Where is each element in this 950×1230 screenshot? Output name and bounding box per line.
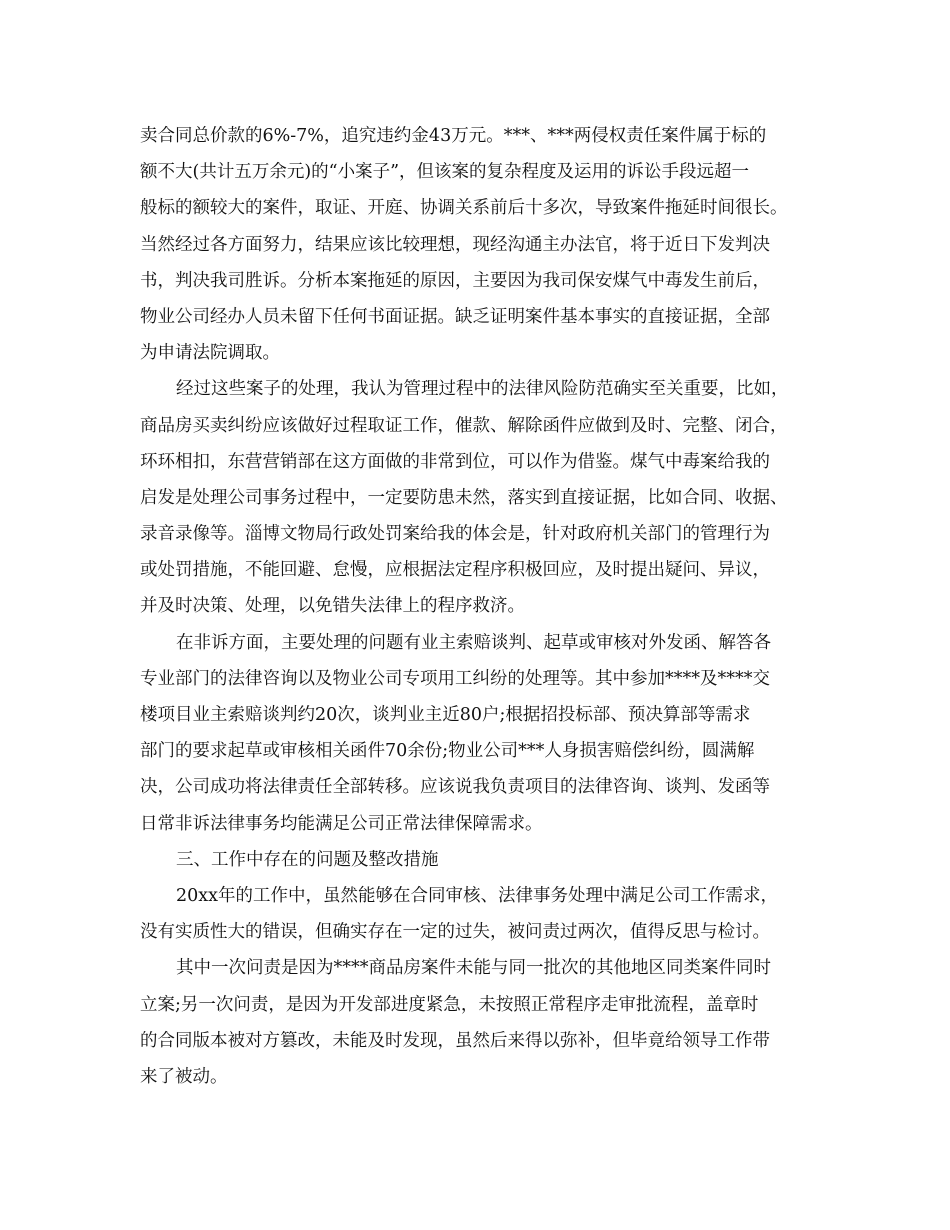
text-line: 卖合同总价款的6%-7%，追究违约金43万元。***、***两侵权责任案件属于标的 — [140, 126, 767, 146]
text-line: 为申请法院调取。 — [140, 343, 280, 364]
text-line: 日常非诉法律事务均能满足公司正常法律保障需求。 — [140, 813, 543, 834]
text-line: 或处罚措施，不能回避、怠慢，应根据法定程序积极回应，及时提出疑问、异议， — [140, 560, 770, 581]
paragraph-start-line: 其中一次问责是因为****商品房案件未能与同一批次的其他地区同类案件同时 — [176, 958, 771, 979]
text-line: 商品房买卖纠纷应该做好过程取证工作，催款、解除函件应做到及时、完整、闭合， — [140, 415, 788, 436]
text-line: 物业公司经办人员未留下任何书面证据。缺乏证明案件基本事实的直接证据，全部 — [140, 306, 770, 327]
text-line: 立案;另一次问责，是因为开发部进度紧急，未按照正常程序走审批流程，盖章时 — [140, 994, 759, 1015]
text-line: 没有实质性大的错误，但确实存在一定的过失，被问责过两次，值得反思与检讨。 — [140, 922, 770, 943]
text-line: 并及时决策、处理，以免错失法律上的程序救济。 — [140, 596, 525, 617]
paragraph-start-line: 经过这些案子的处理，我认为管理过程中的法律风险防范确实至关重要，比如， — [176, 379, 789, 400]
text-line: 决，公司成功将法律责任全部转移。应该说我负责项目的法律咨询、谈判、发函等 — [140, 777, 770, 798]
text-line: 楼项目业主索赔谈判约20次，谈判业主近80户;根据招投标部、预决算部等需求 — [140, 705, 751, 725]
text-line: 来了被动。 — [140, 1066, 228, 1087]
paragraph-start-line: 在非诉方面，主要处理的问题有业主索赔谈判、起草或审核对外发函、解答各 — [176, 632, 771, 653]
text-line: 额不大(共计五万余元)的“小案子”，但该案的复杂程度及运用的诉讼手段远超一 — [140, 162, 750, 183]
text-line: 录音录像等。淄博文物局行政处罚案给我的体会是，针对政府机关部门的管理行为 — [140, 524, 770, 545]
text-line: 环环相扣，东营营销部在这方面做的非常到位，可以作为借鉴。煤气中毒案给我的 — [140, 451, 770, 472]
text-line: 当然经过各方面努力，结果应该比较理想，现经沟通主办法官，将于近日下发判决 — [140, 234, 770, 255]
text-line: 般标的额较大的案件，取证、开庭、协调关系前后十多次，导致案件拖延时间很长。 — [140, 198, 788, 219]
document-body — [140, 118, 830, 1095]
text-line: 的合同版本被对方篡改，未能及时发现，虽然后来得以弥补，但毕竟给领导工作带 — [140, 1030, 770, 1051]
text-line: 书，判决我司胜诉。分析本案拖延的原因，主要因为我司保安煤气中毒发生前后， — [140, 270, 770, 291]
paragraph-start-line: 20xx年的工作中，虽然能够在合同审核、法律事务处理中满足公司工作需求， — [176, 885, 779, 906]
section-heading: 三、工作中存在的问题及整改措施 — [176, 849, 439, 870]
text-line: 部门的要求起草或审核相关函件70余份;物业公司***人身损害赔偿纠纷，圆满解 — [140, 741, 755, 762]
text-line: 启发是处理公司事务过程中，一定要防患未然，落实到直接证据，比如合同、收据、 — [140, 487, 788, 508]
text-line: 专业部门的法律咨询以及物业公司专项用工纠纷的处理等。其中参加****及****交 — [140, 668, 770, 689]
